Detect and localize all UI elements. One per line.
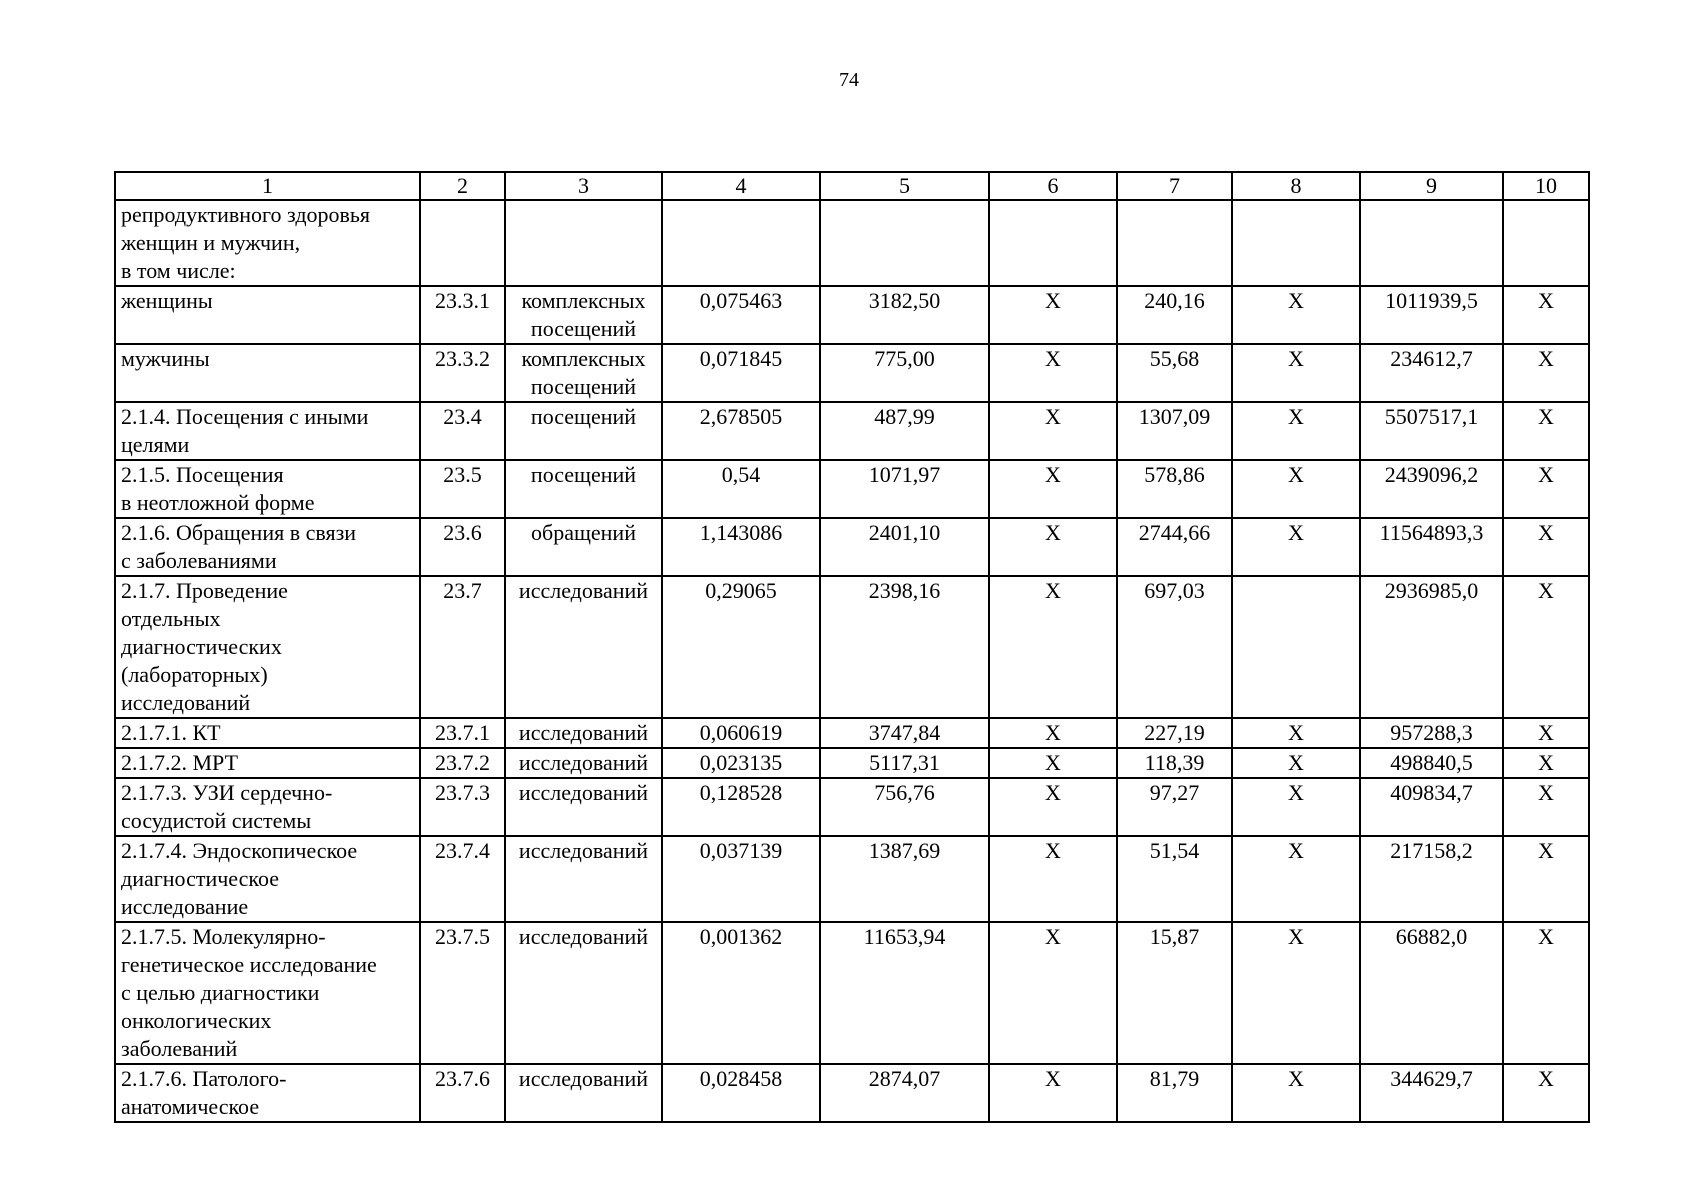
table-cell: X xyxy=(989,778,1117,836)
table-cell: X xyxy=(1232,778,1360,836)
table-cell: 23.3.1 xyxy=(420,286,505,344)
table-cell: X xyxy=(1232,1064,1360,1122)
table-row xyxy=(115,460,1589,518)
table-cell: X xyxy=(1503,718,1589,748)
table-cell: мужчины xyxy=(115,344,420,402)
column-number-cell: 1 xyxy=(115,172,420,200)
table-cell: 234612,7 xyxy=(1360,344,1503,402)
table-row xyxy=(115,518,1589,576)
table-row xyxy=(115,836,1589,922)
table-cell: 2.1.7.6. Патолого- анатомическое xyxy=(115,1064,420,1122)
table-cell: 578,86 xyxy=(1117,460,1232,518)
table-cell: 2.1.7.1. КТ xyxy=(115,718,420,748)
table-cell: X xyxy=(1503,518,1589,576)
table-cell: 23.7.5 xyxy=(420,922,505,1064)
column-number-cell: 10 xyxy=(1503,172,1589,200)
table-cell: 0,54 xyxy=(662,460,820,518)
table-cell: 3747,84 xyxy=(820,718,989,748)
table-cell: 0,023135 xyxy=(662,748,820,778)
table-cell xyxy=(1117,200,1232,286)
table-row xyxy=(115,778,1589,836)
table-cell: X xyxy=(1232,836,1360,922)
table-cell: 3182,50 xyxy=(820,286,989,344)
table-cell: 11653,94 xyxy=(820,922,989,1064)
table-cell: 227,19 xyxy=(1117,718,1232,748)
table-cell: исследований xyxy=(505,748,662,778)
table-cell: X xyxy=(989,922,1117,1064)
table-cell: исследований xyxy=(505,718,662,748)
table-row xyxy=(115,576,1589,718)
table-cell: комплексных посещений xyxy=(505,286,662,344)
table-cell: 240,16 xyxy=(1117,286,1232,344)
table-cell: 0,001362 xyxy=(662,922,820,1064)
table-cell: 0,071845 xyxy=(662,344,820,402)
table-cell: репродуктивного здоровья женщин и мужчин, в том числе: xyxy=(115,200,420,286)
table-cell: X xyxy=(1503,286,1589,344)
table-cell: X xyxy=(1232,922,1360,1064)
table-cell: 2874,07 xyxy=(820,1064,989,1122)
table-cell xyxy=(1232,200,1360,286)
table-cell: 66882,0 xyxy=(1360,922,1503,1064)
table-cell: X xyxy=(1232,344,1360,402)
table-cell: X xyxy=(1232,748,1360,778)
table-cell: 23.5 xyxy=(420,460,505,518)
table-row xyxy=(115,748,1589,778)
table-row xyxy=(115,200,1589,286)
table-cell: 409834,7 xyxy=(1360,778,1503,836)
table-row xyxy=(115,402,1589,460)
table-cell: 2.1.7.4. Эндоскопическое диагностическое исследование xyxy=(115,836,420,922)
table-cell: 756,76 xyxy=(820,778,989,836)
table-cell: 217158,2 xyxy=(1360,836,1503,922)
table-cell: 2.1.6. Обращения в связи с заболеваниями xyxy=(115,518,420,576)
table-cell: 23.3.2 xyxy=(420,344,505,402)
table-cell: 2,678505 xyxy=(662,402,820,460)
table-cell: комплексных посещений xyxy=(505,344,662,402)
table-cell: исследований xyxy=(505,1064,662,1122)
table-cell xyxy=(662,200,820,286)
column-number-cell: 3 xyxy=(505,172,662,200)
table-cell: 0,128528 xyxy=(662,778,820,836)
table-row xyxy=(115,344,1589,402)
table-cell: 957288,3 xyxy=(1360,718,1503,748)
table-cell: обращений xyxy=(505,518,662,576)
table-cell: 2744,66 xyxy=(1117,518,1232,576)
table-row xyxy=(115,1064,1589,1122)
table-cell: 0,075463 xyxy=(662,286,820,344)
table-cell: 23.7.6 xyxy=(420,1064,505,1122)
table-cell: 97,27 xyxy=(1117,778,1232,836)
table-cell: X xyxy=(1232,518,1360,576)
table-cell: исследований xyxy=(505,922,662,1064)
table-cell: посещений xyxy=(505,402,662,460)
table-cell: 23.6 xyxy=(420,518,505,576)
table-cell: X xyxy=(989,460,1117,518)
table-cell: 0,028458 xyxy=(662,1064,820,1122)
table-cell: 23.7.2 xyxy=(420,748,505,778)
table-cell: 2439096,2 xyxy=(1360,460,1503,518)
table-cell: X xyxy=(1232,286,1360,344)
table-cell: 0,29065 xyxy=(662,576,820,718)
table-cell: 775,00 xyxy=(820,344,989,402)
table-cell: 23.7.1 xyxy=(420,718,505,748)
table-cell: X xyxy=(989,718,1117,748)
table-row xyxy=(115,922,1589,1064)
table-cell: X xyxy=(1503,460,1589,518)
table-cell: X xyxy=(1503,402,1589,460)
table-cell: 1,143086 xyxy=(662,518,820,576)
table-cell: X xyxy=(1232,460,1360,518)
table-cell: X xyxy=(1503,344,1589,402)
table-cell: 1071,97 xyxy=(820,460,989,518)
table-cell: исследований xyxy=(505,576,662,718)
table-cell: 11564893,3 xyxy=(1360,518,1503,576)
table-cell: 2.1.7.2. МРТ xyxy=(115,748,420,778)
table-cell: 23.4 xyxy=(420,402,505,460)
table-cell: X xyxy=(989,576,1117,718)
column-number-cell: 8 xyxy=(1232,172,1360,200)
table-cell xyxy=(820,200,989,286)
table-cell: 2936985,0 xyxy=(1360,576,1503,718)
table-cell: X xyxy=(1232,718,1360,748)
table-cell: 5117,31 xyxy=(820,748,989,778)
table-header-row xyxy=(115,172,1589,200)
table-cell: X xyxy=(1232,402,1360,460)
table-cell: исследований xyxy=(505,836,662,922)
table-cell: посещений xyxy=(505,460,662,518)
table-cell: 2.1.7.3. УЗИ сердечно- сосудистой системы xyxy=(115,778,420,836)
table-cell: 2.1.7. Проведение отдельных диагностических (лабораторных) исследований xyxy=(115,576,420,718)
column-number-cell: 9 xyxy=(1360,172,1503,200)
table-cell: 55,68 xyxy=(1117,344,1232,402)
page-number: 74 xyxy=(839,69,859,91)
table-cell: X xyxy=(989,286,1117,344)
table-cell: 2401,10 xyxy=(820,518,989,576)
table-row xyxy=(115,718,1589,748)
column-number-cell: 4 xyxy=(662,172,820,200)
table-cell: женщины xyxy=(115,286,420,344)
table-cell xyxy=(505,200,662,286)
table-cell: 15,87 xyxy=(1117,922,1232,1064)
table-cell: 0,037139 xyxy=(662,836,820,922)
column-number-cell: 5 xyxy=(820,172,989,200)
table-cell: 51,54 xyxy=(1117,836,1232,922)
column-number-cell: 6 xyxy=(989,172,1117,200)
table-cell: X xyxy=(1503,836,1589,922)
table-cell xyxy=(989,200,1117,286)
table-cell: X xyxy=(989,518,1117,576)
table-cell: 1011939,5 xyxy=(1360,286,1503,344)
table-cell: 81,79 xyxy=(1117,1064,1232,1122)
table-cell: 2.1.4. Посещения с иными целями xyxy=(115,402,420,460)
table-cell: X xyxy=(1503,922,1589,1064)
table-row xyxy=(115,286,1589,344)
table-cell: 344629,7 xyxy=(1360,1064,1503,1122)
table-cell: 498840,5 xyxy=(1360,748,1503,778)
table-cell: 697,03 xyxy=(1117,576,1232,718)
table-cell: 1307,09 xyxy=(1117,402,1232,460)
table-cell: X xyxy=(989,748,1117,778)
table-cell xyxy=(1232,576,1360,718)
table-cell: 23.7.3 xyxy=(420,778,505,836)
table-cell: 23.7 xyxy=(420,576,505,718)
table-cell: 5507517,1 xyxy=(1360,402,1503,460)
column-number-cell: 2 xyxy=(420,172,505,200)
table-cell: X xyxy=(1503,1064,1589,1122)
table-cell xyxy=(420,200,505,286)
table-cell xyxy=(1360,200,1503,286)
table-cell: 23.7.4 xyxy=(420,836,505,922)
table-cell: X xyxy=(989,836,1117,922)
table-cell: X xyxy=(989,344,1117,402)
table-cell: X xyxy=(989,1064,1117,1122)
table-cell: 2.1.7.5. Молекулярно- генетическое исследование с целью диагностики онкологических заболеваний xyxy=(115,922,420,1064)
table-cell: X xyxy=(1503,748,1589,778)
table-cell: 487,99 xyxy=(820,402,989,460)
table-cell: 118,39 xyxy=(1117,748,1232,778)
table-cell: 1387,69 xyxy=(820,836,989,922)
table-cell: исследований xyxy=(505,778,662,836)
table-cell: 0,060619 xyxy=(662,718,820,748)
table-cell: X xyxy=(1503,778,1589,836)
data-table xyxy=(114,171,1590,1123)
table-cell: 2398,16 xyxy=(820,576,989,718)
table-cell xyxy=(1503,200,1589,286)
table-cell: 2.1.5. Посещения в неотложной форме xyxy=(115,460,420,518)
table-cell: X xyxy=(989,402,1117,460)
column-number-cell: 7 xyxy=(1117,172,1232,200)
table-cell: X xyxy=(1503,576,1589,718)
